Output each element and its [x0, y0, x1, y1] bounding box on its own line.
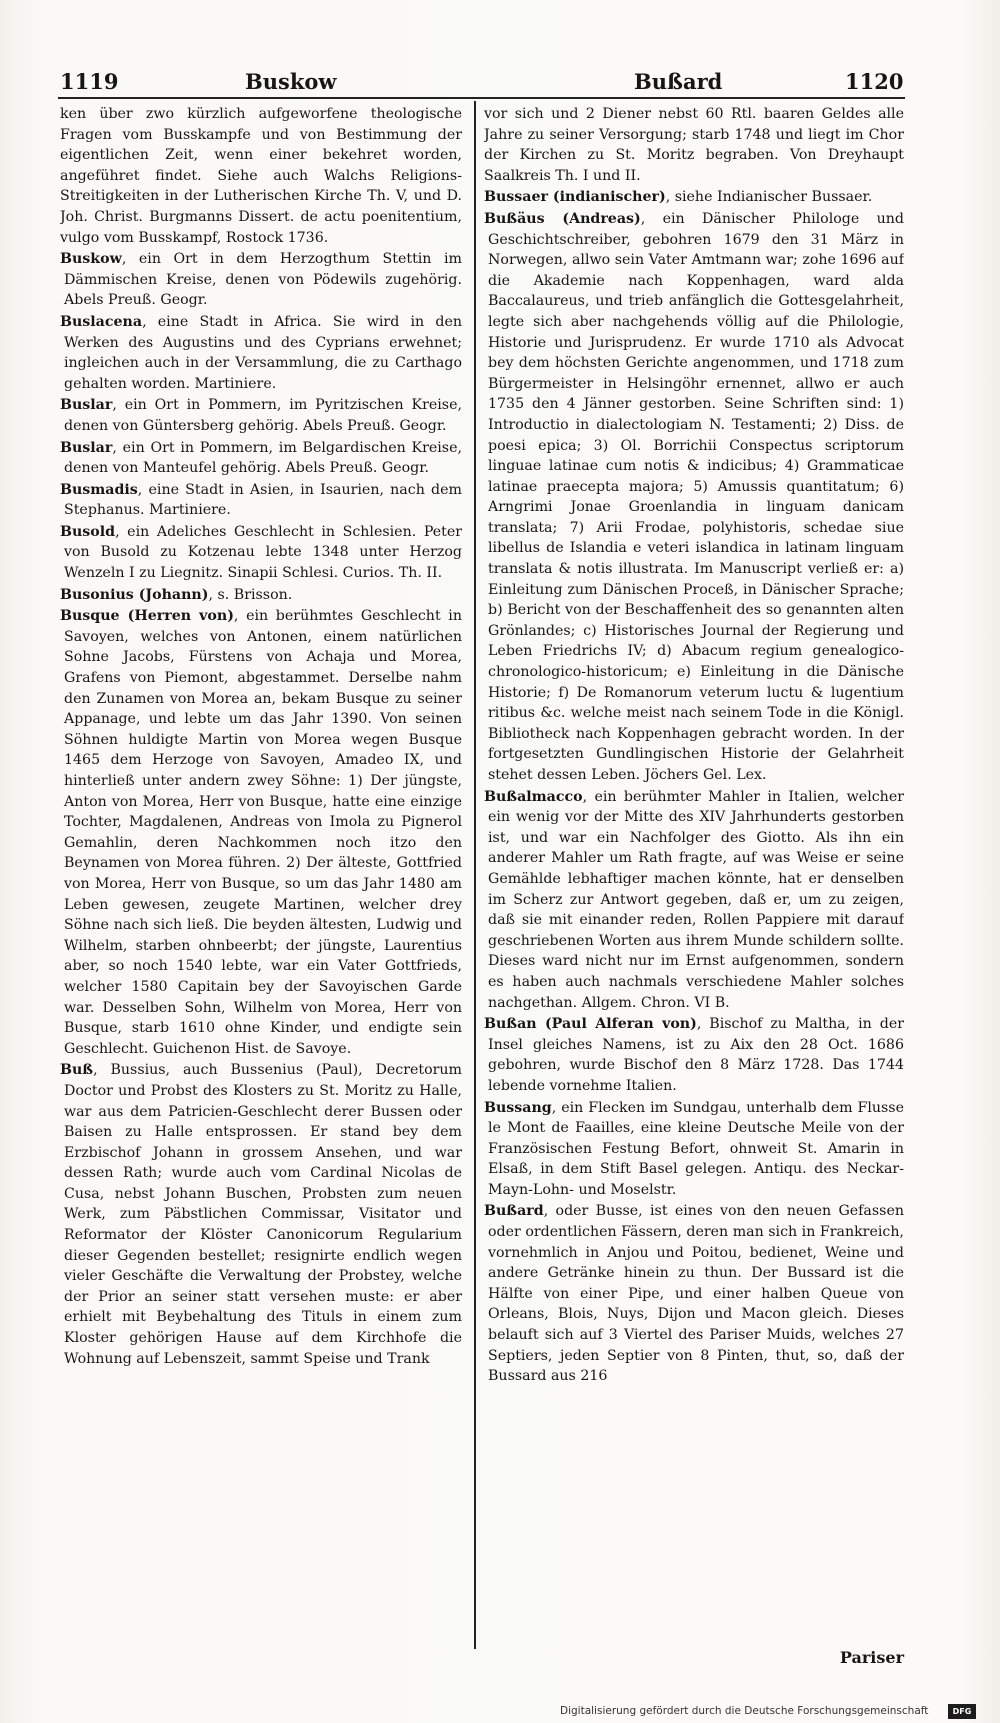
- entry-lemma: Busonius (Johann): [60, 586, 209, 603]
- dfg-logo: DFG: [948, 1704, 976, 1719]
- entry-busque: Busque (Herren von), ein berühmtes Geschlecht in Savoyen, welches von Antonen, einem natürlichen Sohne Jacobs, Fürstens von Achaja und Morea, Grafens von Piemont, abgestammet. Derselbe nahm den Zunamen von Morea an, bekam Busque zu seiner Appanage, und lebte um das Jahr 1390. Von seinen Söhnen huldigte Martin von Morea wegen Busque 1465 dem Herzoge von Savoyen, Amadeo IX, und hinterließ unter andern zwey Söhne: 1) Der jüngste, Anton von Morea, Herr von Busque, hatte eine einzige Tochter, Magdalenen, Andreas von Imola zu Pignerol Gemahlin, deren Nachkommen noch itzo den Beynamen von Morea führen. 2) Der älteste, Gottfried von Morea, Herr von Busque, so um das Jahr 1480 am Leben gewesen, zeugete Martinen, welcher drey Söhne nach sich ließ. Die beyden ältesten, Ludwig und Wilhelm, starben ohnbeerbt; der jüngste, Laurentius aber, so noch 1540 lebte, war ein Vater Gottfrieds, welcher 1580 Capitain bey der Savoyischen Garde war. Desselben Sohn, Wilhelm von Morea, Herr von Busque, starb 1610 ohne Kinder, und endigte sein Geschlecht. Guichenon Hist. de Savoye.: [60, 608, 462, 1057]
- running-head-right: Bußard: [634, 69, 723, 94]
- page-number-right: 1120: [845, 69, 904, 94]
- entry-buslar-1: Buslar, ein Ort in Pommern, im Pyritzischen Kreise, denen von Güntersberg gehörig. Abels Preuß. Geogr.: [60, 397, 462, 434]
- right-column: [484, 104, 904, 1649]
- entry-bussang: Bussang, ein Flecken im Sundgau, unterhalb dem Flusse le Mont de Faailles, eine kleine Deutsche Meile von der Französischen Festung Befort, ohnweit St. Amarin in Elsaß, in dem Stift Basel gelegen. Antiqu. des Neckar-Mayn-Lohn- und Moselstr.: [484, 1099, 904, 1198]
- entry-lemma: Busmadis: [60, 481, 138, 498]
- entry-buss-continued: vor sich und 2 Diener nebst 60 Rtl. baaren Geldes alle Jahre zu seiner Versorgung; starb 1748 und liegt im Chor der Kirchen zu St. Moritz begraben. Von Dreyhaupt Saalkreis Th. I und II.: [484, 106, 904, 184]
- entry-lemma: Buskow: [60, 251, 122, 268]
- entry-buslacena: Buslacena, eine Stadt in Africa. Sie wird in den Werken des Augustins und des Cyprians erwehnet; ingleichen auch in der Versammlung, die zu Carthago gehalten worden. Martiniere.: [60, 313, 462, 392]
- catchword: Pariser: [839, 1648, 904, 1667]
- entry-bussaeus: Bußäus (Andreas), ein Dänischer Philologe und Geschichtschreiber, gebohren 1679 den 31 März in Norwegen, allwo sein Vater Amtmann war; zohe 1696 auf die Akademie nach Koppenhagen, ward alda Baccalaureus, und trieb anfänglich die Gottesgelahrheit, legte sich aber nachgehends völlig auf die Philologie, Historie und Jurisprudenz. Er wurde 1710 als Advocat bey dem höchsten Gerichte angenommen, und 1718 zum Bürgermeister in Helsingöhr ernennet, allwo er auch 1735 den 4 Jänner gestorben. Seine Schriften sind: 1) Introductio in dialectologiam N. Testamenti; 2) Diss. de poesi epica; 3) Ol. Borrichii Conspectus scriptorum linguae latinae cum notis & indicibus; 4) Grammaticae latinae praecepta majora; 5) Amussis quantitatum; 6) Arngrimi Jonae Groenlandia in linguam danicam translata; 7) Arii Frodae, polyhistoris, schedae siue libellus de Islandia e veteri islandica in latinam linguam translata & notis illustrata. Im Manuscript verließ er: a) Einleitung zum Dänischen Proceß, in Dänischer Sprache; b) Bericht von der Beschaffenheit des so genannten alten Grönlandes; c) Historisches Journal der Regierung und Leben Friedrichs IV; d) Abacum regium genealogico-chronologico-historicum; e) Einleitung in die Dänische Historie; f) De Romanorum veterum luctu & lugentium ritibus &c. welche meist nach seinem Tode in die Königl. Bibliotheck nach Koppenhagen gebracht worden. In der fortgesetzten Gundlingischen Historie der Gelahrheit stehet dessen Leben. Jöchers Gel. Lex.: [484, 210, 904, 783]
- column-divider: [474, 101, 476, 1649]
- entry-bussard: Bußard, oder Busse, ist eines von den neuen Gefassen oder ordentlichen Fässern, deren man sich in Frankreich, vornehmlich in Anjou und Poitou, bedienet, Weine und andere Getränke hinein zu thun. Der Bussard ist die Hälfte von einer Pipe, und einer halben Queue von Orleans, Blois, Nuys, Dijon und Macon gleich. Dieses belauft sich auf 3 Viertel des Pariser Muids, welches 27 Septiers, jeden Septier von 8 Pinten, thut, so, daß der Bussard aus 216: [484, 1203, 904, 1385]
- entry-lemma: Bußard: [484, 1203, 544, 1220]
- entry-bussan: Bußan (Paul Alferan von), Bischof zu Maltha, in der Insel gleiches Namens, ist zu Aix den 28 Oct. 1686 gebohren, wurde Bischof den 8 März 1728. Das 1744 lebende vornehme Italien.: [484, 1016, 904, 1094]
- entry-lemma: Bussaer (indianischer): [484, 189, 666, 206]
- entry-lemma: Buslar: [60, 439, 113, 456]
- entry-lemma: Bußalmacco: [484, 788, 583, 805]
- entry-lemma: Busque (Herren von): [60, 608, 234, 625]
- footer-credit: Digitalisierung gefördert durch die Deutsche Forschungsgemeinschaft: [560, 1705, 929, 1717]
- entry-lemma: Buslar: [60, 397, 113, 414]
- entry-buskow: Buskow, ein Ort in dem Herzogthum Stettin im Dämmischen Kreise, denen von Pödewils zugehörig. Abels Preuß. Geogr.: [60, 251, 462, 309]
- left-column: [60, 104, 462, 1649]
- digitization-footer: [560, 1704, 976, 1720]
- entry-lemma: Bußan (Paul Alferan von): [484, 1016, 697, 1033]
- entry-lemma: Buslacena: [60, 313, 143, 330]
- entry-bussalmacco: Bußalmacco, ein berühmter Mahler in Italien, welcher ein wenig vor der Mitte des XIV Jahrhunderts gestorben ist, und war ein Nachfolger des Giotto. Als ihn ein anderer Mahler um Rath fragte, auf was Weise er seine Gemählde lebhaftiger machen könnte, hat er denselben im Scherz zur Antwort gegeben, daß er, um zu zeigen, daß sie mit einander reden, Rollen Pappiere mit darauf geschriebenen Worten aus ihrem Munde schildern sollte. Dieses ward nicht nur im Ernst aufgenommen, sondern es haben auch nachmals verschiedene Mahler solches nachgethan. Allgem. Chron. VI B.: [484, 788, 904, 1011]
- entry-lemma: Bussang: [484, 1099, 552, 1116]
- running-head-left: Buskow: [245, 69, 337, 94]
- entry-busold: Busold, ein Adeliches Geschlecht in Schlesien. Peter von Busold zu Kotzenau lebte 1348 unter Herzog Wenzeln I zu Liegnitz. Sinapii Schlesi. Curios. Th. II.: [60, 523, 462, 582]
- entry-lemma: Busold: [60, 523, 116, 540]
- entry-busonius: Busonius (Johann), s. Brisson.: [60, 586, 293, 603]
- entry-buslar-2: Buslar, ein Ort in Pommern, im Belgardischen Kreise, denen von Manteufel gehörig. Abels Preuß. Geogr.: [60, 439, 462, 477]
- entry-lemma: Bußäus (Andreas): [484, 210, 641, 227]
- entry-buss: Buß, Bussius, auch Bussenius (Paul), Decretorum Doctor und Probst des Klosters zu St. Moritz zu Halle, war aus dem Patricien-Geschlecht derer Bussen oder Baisen zu Halle entsprossen. Er stand bey dem Erzbischof Johann in grossem Ansehen, und war dessen Rath; wurde auch vom Cardinal Nicolas de Cusa, nebst Johann Buschen, Probsten zum neuen Werk, zum Päbstlichen Commissar, Visitator und Reformator der Klöster Canonicorum Regularium dieser Gegenden bestellet; resignirte endlich wegen vieler Geschäfte die Verwaltung der Probstey, welche der Prior an seiner statt versehen muste: er aber erhielt mit Beybehaltung des Tituls in einem zum Kloster gehörigen Hause auf dem Kirchhofe die Wohnung auf Lebenszeit, sammt Speise und Trank: [60, 1062, 462, 1367]
- entry-lemma: Buß: [60, 1062, 94, 1079]
- entry-buskampf-continued: ken über zwo kürzlich aufgeworfene theologische Fragen vom Busskampfe und von Bestimmung der eigentlichen Zeit, wenn einer bekehret worden, angeführet findet. Siehe auch Walchs Religions-Streitigkeiten in der Lutherischen Kirche Th. V, und D. Joh. Christ. Burgmanns Dissert. de actu poenitentium, vulgo vom Busskampf, Rostock 1736.: [60, 106, 462, 246]
- entry-busmadis: Busmadis, eine Stadt in Asien, in Isaurien, nach dem Stephanus. Martiniere.: [60, 481, 462, 519]
- page-number-left: 1119: [60, 69, 119, 94]
- header-rule: [58, 97, 905, 99]
- entry-bussaer: Bussaer (indianischer), siehe Indianischer Bussaer.: [484, 189, 873, 206]
